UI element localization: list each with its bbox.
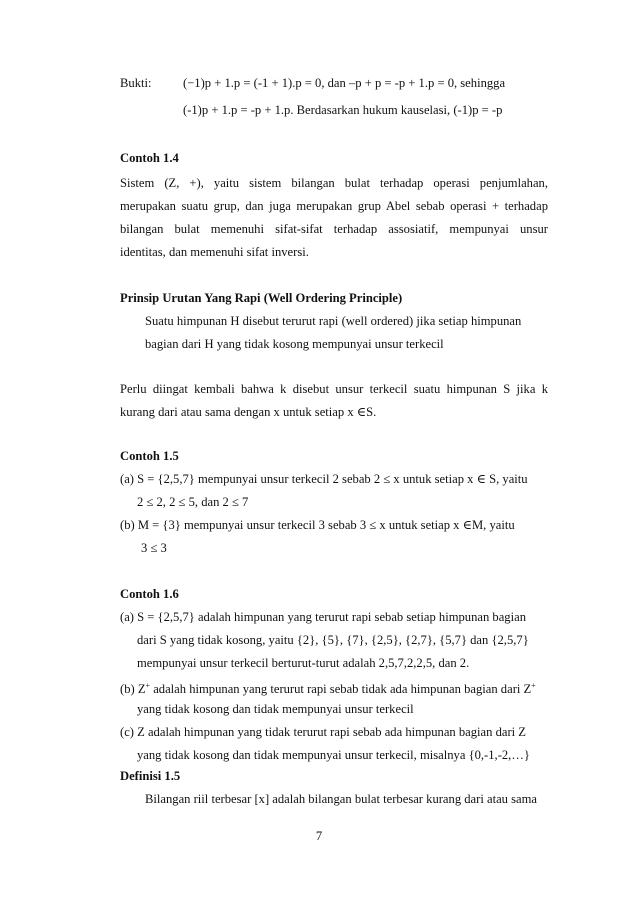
example-1-5-b-line-2: 3 ≤ 3 — [141, 541, 167, 555]
example-1-6-b-pre: (b) Z — [120, 682, 146, 697]
definition-1-5-heading: Definisi 1.5 — [120, 769, 181, 783]
example-1-6-c-line-2: yang tidak kosong dan tidak mempunyai unsur terkecil, misalnya {0,-1,-2,…} — [137, 748, 530, 762]
definition-1-5-line-1: Bilangan riil terbesar [x] adalah bilangan bulat terbesar kurang dari atau sama — [145, 792, 537, 806]
page-number: 7 — [315, 829, 323, 843]
proof-line-2: (-1)p + 1.p = -p + 1.p. Berdasarkan hukum kauselasi, (-1)p = -p — [183, 103, 503, 117]
example-1-6-a-line-1: (a) S = {2,5,7} adalah himpunan yang terurut rapi sebab setiap himpunan bagian — [120, 610, 526, 624]
reminder-line-1: Perlu diingat kembali bahwa k disebut unsur terkecil suatu himpunan S jika k — [120, 382, 548, 396]
example-1-6-b-post: adalah himpunan yang terurut rapi sebab tidak ada himpunan bagian dari Z — [150, 682, 532, 697]
example-1-6-b-line-2: yang tidak kosong dan tidak mempunyai unsur terkecil — [137, 702, 414, 716]
example-1-6-b-sup: + — [145, 681, 151, 690]
reminder-line-2: kurang dari atau sama dengan x untuk setiap x ∈S. — [120, 405, 377, 419]
example-1-5-a-line-1: (a) S = {2,5,7} mempunyai unsur terkecil 2 sebab 2 ≤ x untuk setiap x ∈ S, yaitu — [120, 472, 528, 486]
example-1-6-a-line-3: mempunyai unsur terkecil berturut-turut adalah 2,5,7,2,2,5, dan 2. — [137, 656, 470, 670]
example-1-4-line-1: Sistem (Z, +), yaitu sistem bilangan bulat terhadap operasi penjumlahan, — [120, 176, 548, 190]
example-1-6-heading: Contoh 1.6 — [120, 587, 179, 601]
well-ordering-line-2: bagian dari H yang tidak kosong mempunyai unsur terkecil — [145, 337, 444, 351]
example-1-5-heading: Contoh 1.5 — [120, 449, 179, 463]
well-ordering-heading: Prinsip Urutan Yang Rapi (Well Ordering Principle) — [120, 291, 403, 305]
well-ordering-line-1: Suatu himpunan H disebut terurut rapi (well ordered) jika setiap himpunan — [145, 314, 522, 328]
example-1-6-b-sup-2: + — [531, 681, 536, 690]
example-1-6-b-line-1 — [120, 678, 536, 697]
example-1-5-b-line-1: (b) M = {3} mempunyai unsur terkecil 3 sebab 3 ≤ x untuk setiap x ∈M, yaitu — [120, 518, 515, 532]
example-1-4-line-4: identitas, dan memenuhi sifat inversi. — [120, 245, 309, 259]
example-1-4-line-2: merupakan suatu grup, dan juga merupakan grup Abel sebab operasi + terhadap — [120, 199, 548, 213]
example-1-6-c-line-1: (c) Z adalah himpunan yang tidak terurut rapi sebab ada himpunan bagian dari Z — [120, 725, 527, 739]
example-1-4-line-3: bilangan bulat memenuhi sifat-sifat terhadap assosiatif, mempunyai unsur — [120, 222, 548, 236]
proof-line-1: (−1)p + 1.p = (-1 + 1).p = 0, dan –p + p = -p + 1.p = 0, sehingga — [183, 76, 506, 90]
example-1-6-a-line-2: dari S yang tidak kosong, yaitu {2}, {5}, {7}, {2,5}, {2,7}, {5,7} dan {2,5,7} — [137, 633, 529, 647]
example-1-4-heading: Contoh 1.4 — [120, 151, 179, 165]
example-1-5-a-line-2: 2 ≤ 2, 2 ≤ 5, dan 2 ≤ 7 — [137, 495, 249, 509]
proof-label: Bukti: — [120, 76, 152, 90]
